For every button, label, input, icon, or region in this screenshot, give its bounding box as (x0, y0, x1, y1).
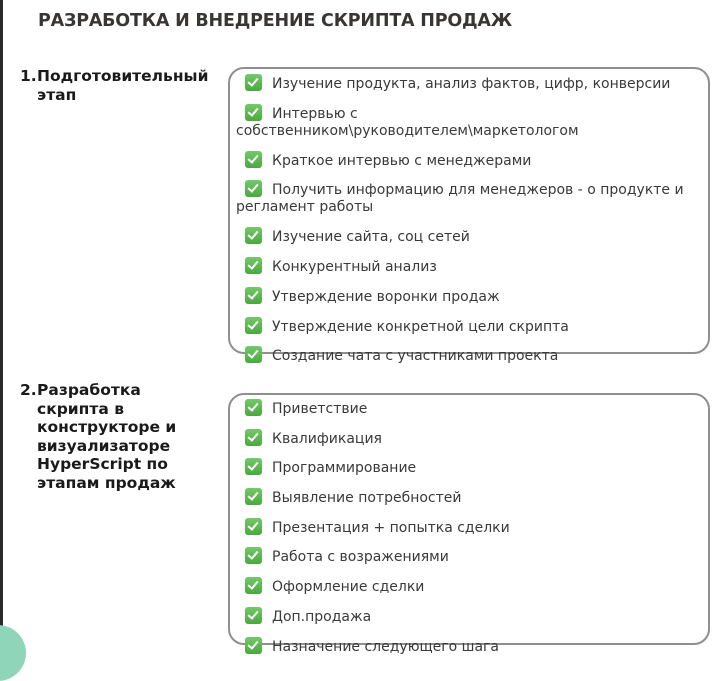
check-mark-icon (245, 227, 262, 244)
checklist-item-text: Краткое интервью с менеджерами (272, 152, 532, 169)
check-mark-icon (245, 74, 262, 91)
checklist-item-text: Получить информацию для менеджеров - о продукте и регламент работы (236, 182, 684, 216)
check-mark-icon (245, 151, 262, 168)
checklist-item-text: Изучение продукта, анализ фактов, цифр, конверсии (272, 76, 671, 92)
checklist-item (236, 151, 700, 170)
checklist-item-text: Работа с возражениями (272, 549, 449, 566)
check-mark-icon (245, 488, 262, 505)
checklist-item-text: Программирование (272, 460, 417, 477)
checklist-item (236, 577, 700, 596)
check-mark-icon (245, 577, 262, 594)
checklist-item-text: Назначение следующего шага (272, 638, 499, 655)
checklist-item (236, 104, 700, 140)
step-1-checklist-box (228, 67, 710, 365)
checklist-item (236, 429, 700, 448)
check-mark-icon (245, 458, 262, 475)
step-1-title: Подготовительный этап (37, 67, 209, 104)
check-mark-icon (245, 399, 262, 416)
step-1-label (20, 67, 220, 104)
check-mark-icon (245, 547, 262, 564)
checklist-item (236, 399, 700, 418)
checklist-item (236, 74, 700, 93)
step-2-title: Разработка скрипта в конструкторе и визуализаторе HyperScript по этапам продаж (37, 381, 177, 492)
checklist-item (236, 257, 700, 276)
checklist-item-text: Создание чата с участниками проекта (272, 348, 559, 365)
checklist-item (236, 607, 700, 626)
checklist-item (236, 547, 700, 566)
checklist-item-text: Конкурентный анализ (272, 258, 437, 275)
checklist-item (236, 180, 700, 216)
checklist-item (236, 458, 700, 477)
checklist-item (236, 317, 700, 336)
check-mark-icon (245, 287, 262, 304)
check-mark-icon (245, 429, 262, 446)
step-2-number: 2. (20, 381, 37, 399)
checklist-item-text: Квалификация (272, 430, 382, 447)
check-mark-icon (245, 607, 262, 624)
check-mark-icon (245, 180, 262, 197)
checklist-item (236, 637, 700, 656)
check-mark-icon (245, 637, 262, 654)
checklist-item (236, 488, 700, 507)
checklist-item-text: Доп.продажа (272, 608, 372, 625)
checklist-item (236, 287, 700, 306)
window-left-edge (0, 0, 3, 656)
checklist-item-text: Утверждение воронки продаж (272, 288, 500, 305)
checklist-item-text: Оформление сделки (272, 579, 425, 596)
check-mark-icon (245, 257, 262, 274)
check-mark-icon (245, 104, 262, 121)
step-1-checklist (236, 74, 700, 376)
step-2-label (20, 381, 210, 492)
check-mark-icon (245, 346, 262, 363)
step-2-checklist (236, 399, 700, 666)
checklist-item-text: Выявление потребностей (272, 490, 462, 507)
checklist-item (236, 346, 700, 365)
checklist-item-text: Презентация + попытка сделки (272, 519, 510, 536)
checklist-item (236, 518, 700, 537)
checklist-item-text: Изучение сайта, соц сетей (272, 229, 470, 246)
checklist-item-text: Приветствие (272, 401, 368, 417)
decorative-circle (0, 625, 26, 681)
checklist-item-text: Интервью с собственником\руководителем\маркетологом (236, 105, 579, 139)
step-2-checklist-box (228, 393, 710, 655)
check-mark-icon (245, 317, 262, 334)
check-mark-icon (245, 518, 262, 535)
checklist-item-text: Утверждение конкретной цели скрипта (272, 318, 569, 335)
checklist-item (236, 227, 700, 246)
step-1-number: 1. (20, 67, 37, 85)
page-title: РАЗРАБОТКА И ВНЕДРЕНИЕ СКРИПТА ПРОДАЖ (38, 11, 512, 31)
